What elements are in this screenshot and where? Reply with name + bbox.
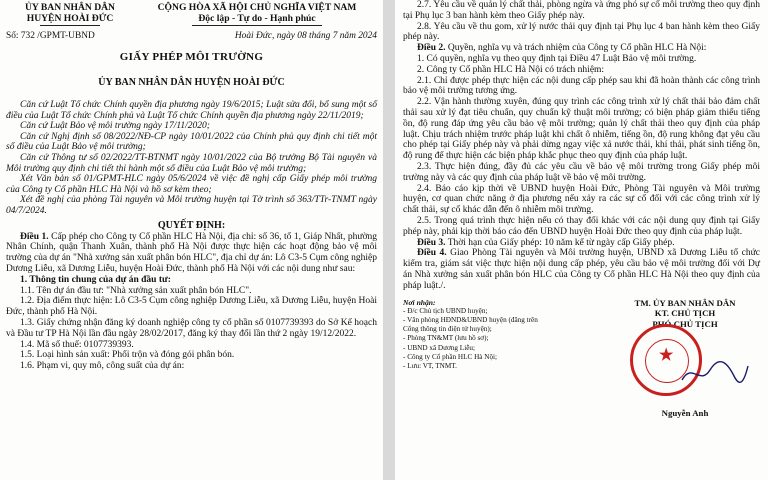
article-1-items (6, 275, 377, 372)
recipient: - Công ty Cổ phần HLC Hà Nội; (403, 352, 498, 361)
motto: Độc lập - Tự do - Hạnh phúc (198, 13, 316, 24)
recipient: - Văn phòng HĐND&UBND huyện (đăng trên (403, 315, 538, 324)
legal-basis: Căn cứ Luật Bảo vệ môi trường ngày 17/11/2020; (20, 121, 210, 132)
agency-name: ỦY BAN NHÂN DÂN (25, 2, 115, 13)
article-1-item: 1.3. Giấy chứng nhận đăng ký doanh nghiệp công ty cổ phần số 0107739393 do Sở Kế hoạch và Đầu tư TP Hà Nội lần đầu ngày 28/02/2017, đăng ký thay đổi lần thứ 2 ngày 19/12/2022. (6, 317, 377, 339)
recipients-heading: Nơi nhận: (403, 297, 436, 307)
divider (192, 25, 322, 26)
article-label: Điều 2. (417, 43, 446, 54)
signer-line-1: TM. ỦY BAN NHÂN DÂN (634, 297, 736, 308)
paragraph-text: 2.2. Vận hành thường xuyên, đúng quy trình các công trình xử lý chất thải bảo đảm chất thải sau xử lý đạt tiêu chuẩn, quy chuẩn kỹ thuật môi trường; có biện pháp giảm thiểu tiếng ồn, độ rung đáp ứng yêu cầu bảo vệ môi trường; quản lý chất thải theo quy định của pháp luật. Chịu trách nhiệm trước pháp luật khi chất ô nhiễm, tiếng ồn, độ rung không đạt yêu cầu cho phép tại Giấy phép này và phải dừng ngay việc xả nước thải, khí thải, phát sinh tiếng ồn, độ rung để thực hiện các biện pháp khắc phục theo quy định của pháp luật. (403, 97, 760, 162)
signer-line-2: KT. CHỦ TỊCH (654, 308, 716, 319)
republic-name: CỘNG HÒA XÃ HỘI CHỦ NGHĨA VIỆT NAM (157, 2, 357, 13)
paragraph-text: 2.5. Trong quá trình thực hiện nếu có thay đổi khác với các nội dung quy định tại Giấy phép này, phải kịp thời báo cáo đến UBND huyện Hoài Đức theo quy định của pháp luật. (403, 215, 760, 237)
recipient: - Phòng TN&MT (lưu hồ sơ); (403, 334, 489, 343)
divider (40, 25, 100, 26)
decision-heading: QUYẾT ĐỊNH: (157, 219, 226, 231)
legal-basis: Xét đề nghị của phòng Tài nguyên và Môi trường huyện tại Tờ trình số 363/TTr-TNMT ngày 04/7/2024. (6, 195, 377, 216)
paragraph (403, 238, 760, 249)
legal-basis: Xét Văn bản số 01/GPMT-HLC ngày 05/6/2024 về việc đề nghị cấp Giấy phép môi trường của Công ty Cổ phần HLC Hà Nội và hồ sơ kèm theo; (6, 174, 377, 195)
district-name: HUYỆN HOÀI ĐỨC (26, 13, 114, 24)
paragraph-text: 2.1. Chỉ được phép thực hiện các nội dung cấp phép sau khi đã hoàn thành các công trình bảo vệ môi trường tương ứng. (403, 75, 760, 97)
official-seal: ★ (630, 324, 702, 396)
article-1-item: 1.1. Tên dự án đầu tư: "Nhà xưởng sản xuất phân bón HLC". (20, 285, 252, 296)
article-1-item: 1. Thông tin chung của dự án đầu tư: (20, 274, 171, 285)
article-1-item: 1.4. Mã số thuế: 0107739393. (20, 339, 134, 350)
recipient: - Đ/c Chủ tịch UBND huyện; (403, 306, 488, 315)
paragraph-text: Giao Phòng Tài nguyên và Môi trường huyện, UBND xã Dương Liễu tổ chức kiểm tra, giám sát việc thực hiện nội dung cấp phép, yêu cầu bảo vệ môi trường đối với Dự án Nhà xưởng sản xuất phân bón HLC của Công ty Cổ phần HLC Hà Nội theo quy định của pháp luật./. (403, 248, 760, 291)
paragraph (403, 162, 760, 184)
article-1-label: Điều 1. (20, 231, 49, 242)
legal-bases (6, 100, 377, 217)
recipient: - UBND xã Dương Liễu; (403, 343, 475, 352)
paragraph-text: 1. Có quyền, nghĩa vụ theo quy định tại Điều 47 Luật Bảo vệ môi trường. (417, 53, 697, 64)
signer-line-3: PHÓ CHỦ TỊCH (652, 318, 718, 329)
paragraph (403, 248, 760, 291)
recipient: - Lưu: VT, TNMT. (403, 361, 457, 370)
handwritten-signature (680, 358, 750, 388)
paragraph (403, 0, 760, 22)
article-1-item: 1.2. Địa điểm thực hiện: Lô C3-5 Cụm công nghiệp Dương Liễu, xã Dương Liễu, huyện Hoài Đức, thành phố Hà Nội. (6, 296, 377, 318)
article-1-text: Cấp phép cho Công ty Cổ phần HLC Hà Nội, địa chỉ: số 36, tổ 1, Giáp Nhất, phường Nhân Chính, quận Thanh Xuân, thành phố Hà Nội được thực hiện các hoạt động bảo vệ môi trường của dự án "Nhà xưởng sản xuất phân bón HLC", địa chỉ dự án: Lô C3-5 Cụm công nghiệp Dương Liễu, xã Dương Liễu, huyện Hoài Đức, thành phố Hà Nội với các nội dung như sau: (6, 231, 377, 274)
signer-name: Nguyễn Anh (661, 407, 709, 418)
paragraph-text: 2.3. Thực hiện đúng, đầy đủ các yêu cầu về bảo vệ môi trường trong Giấy phép môi trường này và các quy định của pháp luật về bảo vệ môi trường. (403, 161, 760, 183)
issuer: ỦY BAN NHÂN DÂN HUYỆN HOÀI ĐỨC (98, 77, 285, 88)
paragraph (403, 97, 760, 162)
paragraph (403, 184, 760, 216)
page-1 (0, 0, 383, 480)
article-1-item: 1.5. Loại hình sản xuất: Phối trộn và đóng gói phân bón. (20, 350, 235, 361)
legal-basis: Căn cứ Thông tư số 02/2022/TT-BTNMT ngày 10/01/2022 của Bộ trưởng Bộ Tài nguyên và Môi trường quy định chi tiết thi hành một số điều của Luật Bảo vệ môi trường; (6, 152, 377, 174)
doc-date: Hoài Đức, ngày 08 tháng 7 năm 2024 (234, 31, 377, 41)
article-1-item: 1.6. Phạm vi, quy mô, công suất của dự án: (20, 361, 185, 372)
recipient: Cổng thông tin điện tử huyện); (403, 325, 492, 334)
letterhead (6, 2, 377, 26)
paragraph-text: Thời hạn của Giấy phép: 10 năm kể từ ngày cấp Giấy phép. (445, 237, 675, 248)
paragraph (403, 43, 760, 54)
paragraph (403, 65, 760, 76)
article-label: Điều 4. (417, 248, 447, 259)
paragraph-text: 2. Công ty Cổ phần HLC Hà Nội có trách nhiệm: (417, 64, 605, 75)
article-1 (6, 232, 377, 275)
page-2 (395, 0, 768, 480)
paragraph (403, 216, 760, 238)
legal-basis: Căn cứ Luật Tổ chức Chính quyền địa phương ngày 19/6/2015; Luật sửa đổi, bổ sung một số điều của Luật Tổ chức Chính phủ và Luật Tổ chức Chính quyền địa phương ngày 22/11/2019; (6, 100, 377, 121)
paragraph-text: 2.8. Yêu cầu về thu gom, xử lý nước thải quy định tại Phụ lục 4 ban hành kèm theo Giấy phép này. (403, 21, 760, 43)
doc-number: Số: 732 /GPMT-UBND (6, 31, 95, 41)
recipients (403, 298, 578, 448)
doc-title: GIẤY PHÉP MÔI TRƯỜNG (119, 51, 264, 63)
paragraph (403, 22, 760, 44)
legal-basis: Căn cứ Nghị định số 08/2022/NĐ-CP ngày 10/01/2022 của Chính phủ quy định chi tiết một số điều của Luật Bảo vệ môi trường; (6, 131, 377, 153)
page-2-body (403, 0, 760, 292)
signature-block (610, 298, 760, 448)
paragraph (403, 76, 760, 98)
paragraph (403, 54, 760, 65)
paragraph-text: 2.7. Yêu cầu về quản lý chất thải, phòng ngừa và ứng phó sự cố môi trường theo quy định tại Phụ lục 3 ban hành kèm theo Giấy phép này. (403, 0, 760, 21)
paragraph-text: Quyền, nghĩa vụ và trách nhiệm của Công ty Cổ phần HLC Hà Nội: (445, 43, 707, 54)
paragraph-text: 2.4. Báo cáo kịp thời về UBND huyện Hoài Đức, Phòng Tài nguyên và Môi trường huyện, cơ quan chức năng ở địa phương nếu xảy ra các sự cố đối với các công trình xử lý chất thải, sự cố khác dẫn đến ô nhiễm môi trường. (403, 183, 760, 216)
article-label: Điều 3. (417, 237, 446, 248)
